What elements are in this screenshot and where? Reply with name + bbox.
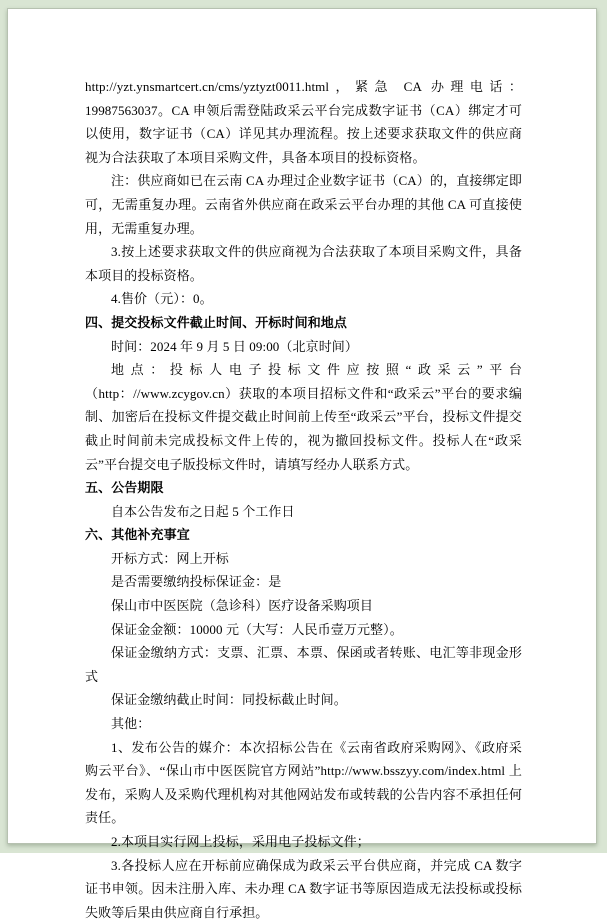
- section-heading: 六、其他补充事宜: [85, 527, 190, 543]
- paragraph: 其他：: [111, 716, 151, 732]
- section-heading: 四、提交投标文件截止时间、开标时间和地点: [85, 314, 348, 330]
- paragraph: 保证金缴纳截止时间：同投标截止时间。: [111, 692, 347, 708]
- paragraph: 2.本项目实行网上投标，采用电子投标文件；: [111, 834, 370, 849]
- paragraph: 4.售价（元）：0。: [111, 291, 213, 307]
- paragraph: 是否需要缴纳投标保证金：是: [111, 574, 282, 590]
- paragraph: 开标方式：网上开标: [111, 550, 229, 566]
- paragraph: 3.各投标人应在开标前应确保成为政采云平台供应商，并完成 CA 数字证书申领。因未注册入库、未办理 CA 数字证书等原因造成无法投标或投标失败等后果由供应商自行承担。: [85, 857, 522, 920]
- paragraph: 注：供应商如已在云南 CA 办理过企业数字证书（CA）的，直接绑定即可，无需重复办理。云南省外供应商在政采云平台办理的其他 CA 可直接使用，无需重复办理。: [85, 173, 522, 236]
- paragraph: 3.按上述要求获取文件的供应商视为合法获取了本项目采购文件，具备本项目的投标资格。: [85, 244, 522, 283]
- paragraph: 1、发布公告的媒介：本次招标公告在《云南省政府采购网》、《政府采购云平台》、“保山市中医医院官方网站”http://www.bsszyy.com/index.html 上发布，采购人及采购代理机构对其他网站发布或转载的公告内容不承担任何责任。: [85, 739, 522, 826]
- paragraph: 自本公告发布之日起 5 个工作日: [111, 503, 295, 519]
- paragraph: 地点：投标人电子投标文件应按照“政采云”平台（http：//www.zcygov.cn）获取的本项目招标文件和“政采云”平台的要求编制、加密后在投标文件提交截止时间前上传至“政采云”平台，投标文件提交截止时间前未完成投标文件上传的，视为撤回投标文件。投标人在“政采云”平台提交电子版投标文件时，请填写经办人联系方式。: [85, 362, 522, 472]
- paragraph: 保证金金额：10000 元（大写：人民币壹万元整）。: [111, 621, 403, 637]
- paragraph: 保证金缴纳方式：支票、汇票、本票、保函或者转账、电汇等非现金形式: [85, 645, 522, 684]
- paragraph: 保山市中医医院（急诊科）医疗设备采购项目: [111, 598, 374, 614]
- section-heading: 五、公告期限: [85, 480, 164, 496]
- document-page: [7, 8, 597, 920]
- document-content: [85, 75, 522, 924]
- paragraph: http://yzt.ynsmartcert.cn/cms/yztyzt0011.html，紧急 CA 办理电话：19987563037。CA 申领后需登陆政采云平台完成数字证书（CA）绑定才可以使用，数字证书（CA）详见其办理流程。按上述要求获取文件的供应商视为合法获取了本项目采购文件，具备本项目的投标资格。: [85, 79, 522, 165]
- paragraph: 时间：2024 年 9 月 5 日 09:00（北京时间）: [111, 338, 359, 354]
